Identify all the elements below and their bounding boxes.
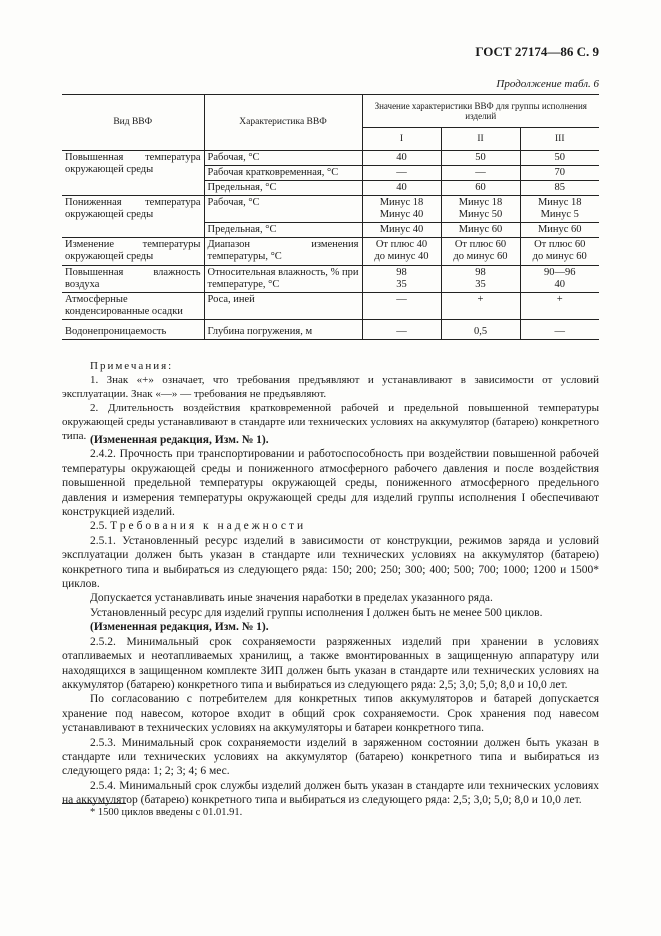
row-value-2: [441, 265, 520, 292]
value-line: 98: [396, 266, 407, 278]
page-header: ГОСТ 27174—86 С. 9: [475, 44, 599, 59]
row-value-1: —: [362, 166, 441, 181]
row-value-2: [441, 196, 520, 223]
table-row: [62, 319, 599, 339]
value-line: Минус 5: [540, 209, 579, 221]
row-value-3: +: [520, 292, 599, 319]
row-value-3: [520, 196, 599, 223]
row-value-3: [520, 238, 599, 265]
row-characteristic: Глубина погружения, м: [204, 319, 362, 339]
row-characteristic: Рабочая, °С: [204, 151, 362, 166]
edit-note: (Измененная редакция, Изм. № 1).: [90, 434, 269, 446]
row-characteristic: Диапазон изменения температуры, °С: [204, 238, 362, 265]
row-kind: Изменение температуры окружающей среды: [62, 238, 204, 265]
section-2-5-heading: [62, 519, 599, 533]
row-value-2: [441, 238, 520, 265]
row-kind: Повышенная температура окружающей среды: [65, 152, 201, 176]
value-line: От плюс 60: [534, 239, 586, 251]
edit-note: (Измененная редакция, Изм. № 1).: [90, 621, 269, 634]
row-kind: Пониженная температура окружающей среды: [62, 196, 204, 238]
row-value-1: 40: [362, 181, 441, 196]
row-value-3: 50: [520, 151, 599, 166]
value-line: От плюс 40: [375, 239, 428, 251]
paragraph-2-4-2: 2.4.2. Прочность при транспортировании и работоспособность при воздействии повышенной рабочей температуры окружающей среды и пониженного атмосферного рабочего давления и после воздействия повышенной предельной температуры окружающей среды, пониженного атмосферного предельного давления и измерения температуры окружающей среды для изделий группы исполнения I обеспечивают конструкцией изделий.: [62, 448, 599, 519]
row-value-1: [362, 196, 441, 223]
paragraph-2-5-1-b: Допускается устанавливать иные значения наработки в пределах указанного ряда.: [90, 592, 493, 605]
row-value-2: +: [441, 292, 520, 319]
value-line: 35: [396, 278, 407, 290]
row-characteristic: Предельная, °С: [204, 181, 362, 196]
row-value-1: —: [362, 319, 441, 339]
notes-title: Примечания:: [90, 360, 174, 372]
row-value-3: Минус 60: [520, 223, 599, 238]
row-kind: Атмосферные конденсированные осадки: [62, 292, 204, 319]
table-continuation-label: Продолжение табл. 6: [496, 78, 599, 90]
header-kind: Вид ВВФ: [62, 95, 204, 151]
value-line: 35: [475, 278, 486, 290]
row-value-2: 0,5: [441, 319, 520, 339]
note-2: 2. Длительность воздействия кратковременной рабочей и предельной повышенной температуры окружающей среды устанавливают в стандарте или технических условиях на аккумулятор (батарею) конкретного типа.: [62, 402, 599, 442]
paragraph-2-5-1: 2.5.1. Установленный ресурс изделий в зависимости от конструкции, режимов заряда и условий эксплуатации должен быть указан в стандарте или технических условиях на аккумулятор (батарею) конкретного типа и выбираться из следующего ряда: 150; 200; 250; 300; 400; 500; 700; 1000; 1200 и 1500* циклов.: [62, 534, 599, 591]
footnote: * 1500 циклов введены с 01.01.91.: [90, 807, 243, 818]
value-line: Минус 50: [458, 209, 503, 221]
paragraph-2-5-1-c: Установленный ресурс для изделий группы исполнения I должен быть не менее 500 циклов.: [90, 606, 543, 619]
row-value-3: [520, 265, 599, 292]
table-6: [62, 94, 599, 340]
value-line: От плюс 60: [454, 239, 507, 251]
row-characteristic: Рабочая кратковременная, °С: [204, 166, 362, 181]
value-line: Минус 18: [379, 197, 424, 209]
paragraph-2-5-4: 2.5.4. Минимальный срок службы изделий должен быть указан в стандарте или технических условиях на аккумулятор (батарею) конкретного типа и выбираться из следующего ряда: 2,5; 3,0; 5,0; 8,0 и 10,0 лет.: [62, 779, 599, 807]
value-line: Минус 40: [379, 209, 424, 221]
paragraph-2-5-3: 2.5.3. Минимальный срок сохраняемости изделий в заряженном состоянии должен быть указан в стандарте или технических условиях на аккумулятор (батарею) конкретного типа и выбираться из следующего ряда: 1; 2; 3; 4; 6 мес.: [62, 736, 599, 778]
body-text: [62, 433, 599, 808]
value-line: до минус 60: [453, 251, 508, 263]
value-line: до минус 60: [532, 251, 587, 263]
row-value-1: 40: [362, 151, 441, 166]
row-characteristic: Предельная, °С: [204, 223, 362, 238]
row-value-3: 85: [520, 181, 599, 196]
section-title: Требования к надежности: [110, 520, 307, 533]
row-value-3: 70: [520, 166, 599, 181]
value-line: Минус 18: [537, 197, 582, 209]
row-value-1: [362, 265, 441, 292]
header-group-3: III: [520, 128, 599, 151]
table-notes: [62, 359, 599, 443]
paragraph-2-5-2-b: По согласованию с потребителем для конкретных типов аккумуляторов и батарей допускается хранение под навесом, которое входит в общий срок сохраняемости. Срок хранения под навесом устанавливают в технических условиях на аккумуляторы и батареи конкретного типа.: [62, 693, 599, 735]
row-value-2: 50: [441, 151, 520, 166]
row-kind: Повышенная влажность воздуха: [62, 265, 204, 292]
table-row: [62, 265, 599, 292]
paragraph-2-5-2: 2.5.2. Минимальный срок сохраняемости разряженных изделий при хранении в условиях отапливаемых и неотапливаемых хранилищ, а также вмонтированных в защищенную аппаратуру или находящихся в защищенном комплекте ЗИП должен быть указан в стандарте или технических условиях на аккумулятор (батарею) конкретного типа и выбираться из следующего ряда: 2,5; 3,0; 5,0; 8,0 и 10,0 лет.: [62, 635, 599, 691]
row-value-1: —: [362, 292, 441, 319]
header-characteristic: Характеристика ВВФ: [204, 95, 362, 151]
row-characteristic: Относительная влажность, % при температуре, °С: [204, 265, 362, 292]
value-line: до минус 40: [374, 251, 429, 263]
row-characteristic: Рабочая, °С: [204, 196, 362, 223]
table-row: [62, 238, 599, 265]
header-values: Значение характеристики ВВФ для группы исполнения изделий: [362, 95, 599, 128]
footnote-rule: [62, 803, 126, 804]
row-value-3: —: [520, 319, 599, 339]
row-characteristic: Роса, иней: [204, 292, 362, 319]
table-row: [62, 151, 599, 166]
header-group-1: I: [362, 128, 441, 151]
row-value-2: Минус 60: [441, 223, 520, 238]
row-value-2: 60: [441, 181, 520, 196]
row-value-1: [362, 238, 441, 265]
row-value-1: Минус 40: [362, 223, 441, 238]
header-group-2: II: [441, 128, 520, 151]
note-1: 1. Знак «+» означает, что требования предъявляют и устанавливают в зависимости от условий эксплуатации. Знак «—» — требования не предъявляют.: [62, 374, 599, 400]
table-row: [62, 196, 599, 223]
row-kind: Водонепроницаемость: [62, 319, 204, 339]
table-row: [62, 292, 599, 319]
section-number: 2.5.: [90, 520, 108, 533]
value-line: 90—96: [544, 266, 576, 278]
value-line: Минус 18: [458, 197, 503, 209]
value-line: 98: [475, 266, 486, 278]
value-line: 40: [554, 278, 565, 290]
row-value-2: —: [441, 166, 520, 181]
